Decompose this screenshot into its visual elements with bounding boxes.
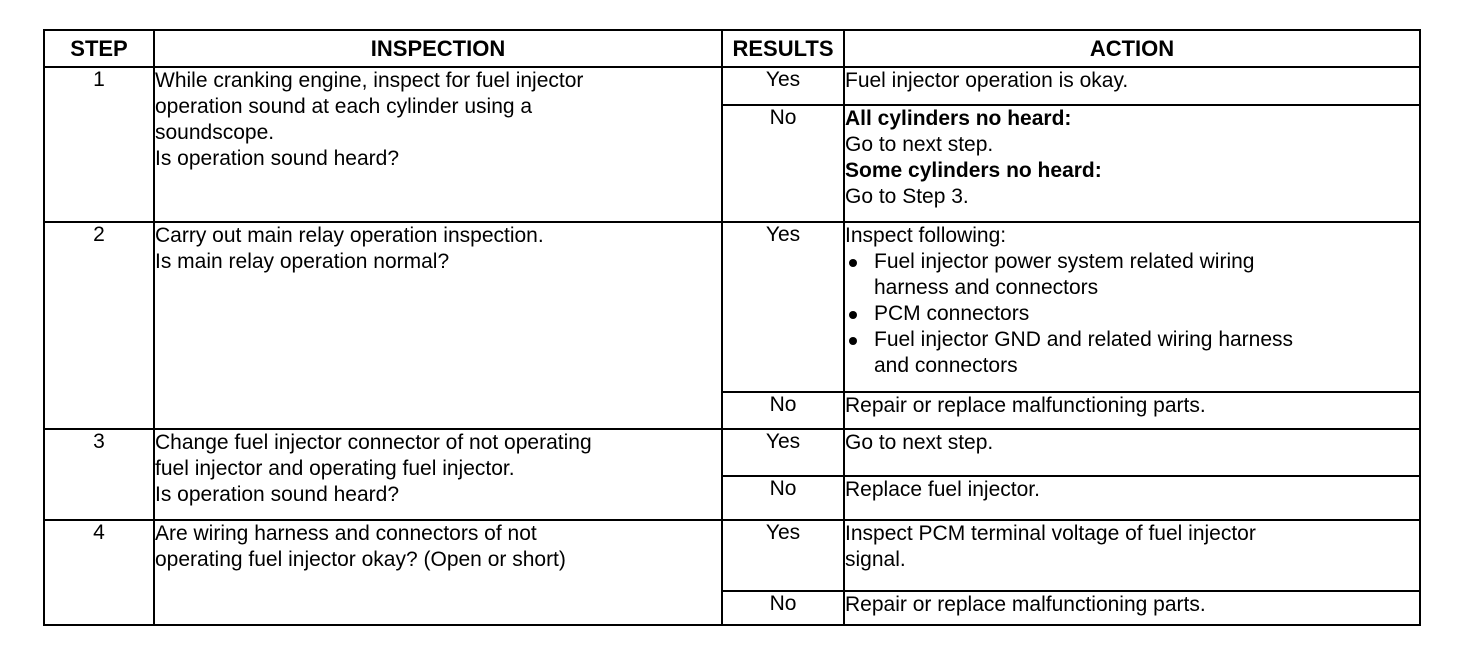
result-cell: Yes bbox=[722, 222, 844, 392]
inspection-header: INSPECTION bbox=[154, 30, 722, 67]
action-heading: Some cylinders no heard: bbox=[845, 159, 1102, 182]
action-bullet-list bbox=[845, 249, 1419, 379]
action-heading: All cylinders no heard: bbox=[845, 107, 1072, 130]
result-cell: Yes bbox=[722, 67, 844, 105]
inspection-line: fuel injector and operating fuel injector. bbox=[155, 457, 515, 480]
table-row bbox=[44, 67, 1420, 105]
inspection-text bbox=[154, 67, 722, 222]
step-header: STEP bbox=[44, 30, 154, 67]
inspection-line: soundscope. bbox=[155, 121, 275, 144]
inspection-line: operating fuel injector okay? (Open or short) bbox=[155, 548, 566, 571]
diagnostic-table bbox=[43, 29, 1421, 626]
inspection-line: Carry out main relay operation inspection. bbox=[155, 224, 544, 247]
action-line: Go to Step 3. bbox=[845, 185, 969, 208]
action-line: Go to next step. bbox=[845, 431, 994, 454]
bullet-line: and connectors bbox=[874, 354, 1018, 377]
result-cell: No bbox=[722, 105, 844, 222]
action-cell bbox=[844, 67, 1420, 105]
inspection-line: Are wiring harness and connectors of not bbox=[155, 522, 537, 545]
list-item bbox=[845, 301, 1419, 327]
inspection-line: Is operation sound heard? bbox=[155, 483, 400, 506]
action-line: Fuel injector operation is okay. bbox=[845, 69, 1129, 92]
action-cell bbox=[844, 222, 1420, 392]
result-cell: No bbox=[722, 591, 844, 625]
inspection-line: operation sound at each cylinder using a bbox=[155, 95, 533, 118]
result-cell: Yes bbox=[722, 520, 844, 591]
action-cell bbox=[844, 429, 1420, 476]
action-cell bbox=[844, 520, 1420, 591]
list-item bbox=[845, 327, 1419, 379]
result-cell: Yes bbox=[722, 429, 844, 476]
action-line: Repair or replace malfunctioning parts. bbox=[845, 394, 1206, 417]
table-row bbox=[44, 520, 1420, 591]
action-cell bbox=[844, 476, 1420, 520]
action-cell bbox=[844, 591, 1420, 625]
action-line: Replace fuel injector. bbox=[845, 478, 1040, 501]
action-line: Repair or replace malfunctioning parts. bbox=[845, 593, 1206, 616]
action-line: Inspect following: bbox=[845, 224, 1007, 247]
action-line: Inspect PCM terminal voltage of fuel injector bbox=[845, 522, 1256, 545]
result-cell: No bbox=[722, 392, 844, 429]
inspection-line: Change fuel injector connector of not operating bbox=[155, 431, 592, 454]
bullet-line: Fuel injector power system related wiring bbox=[874, 250, 1255, 273]
inspection-line: Is operation sound heard? bbox=[155, 147, 400, 170]
result-cell: No bbox=[722, 476, 844, 520]
bullet-line: harness and connectors bbox=[874, 276, 1099, 299]
table-row bbox=[44, 429, 1420, 476]
bullet-line: Fuel injector GND and related wiring harness bbox=[874, 328, 1294, 351]
action-line: signal. bbox=[845, 548, 906, 571]
inspection-text bbox=[154, 429, 722, 520]
step-number: 2 bbox=[44, 222, 154, 429]
bullet-line: PCM connectors bbox=[874, 302, 1030, 325]
table-row bbox=[44, 222, 1420, 392]
list-item bbox=[845, 249, 1419, 301]
action-cell bbox=[844, 392, 1420, 429]
inspection-text bbox=[154, 520, 722, 625]
results-header: RESULTS bbox=[722, 30, 844, 67]
action-header: ACTION bbox=[844, 30, 1420, 67]
action-line: Go to next step. bbox=[845, 133, 994, 156]
step-number: 1 bbox=[44, 67, 154, 222]
inspection-line: While cranking engine, inspect for fuel injector bbox=[155, 69, 584, 92]
action-cell bbox=[844, 105, 1420, 222]
inspection-text bbox=[154, 222, 722, 429]
header-row bbox=[44, 30, 1420, 67]
step-number: 4 bbox=[44, 520, 154, 625]
step-number: 3 bbox=[44, 429, 154, 520]
inspection-line: Is main relay operation normal? bbox=[155, 250, 450, 273]
